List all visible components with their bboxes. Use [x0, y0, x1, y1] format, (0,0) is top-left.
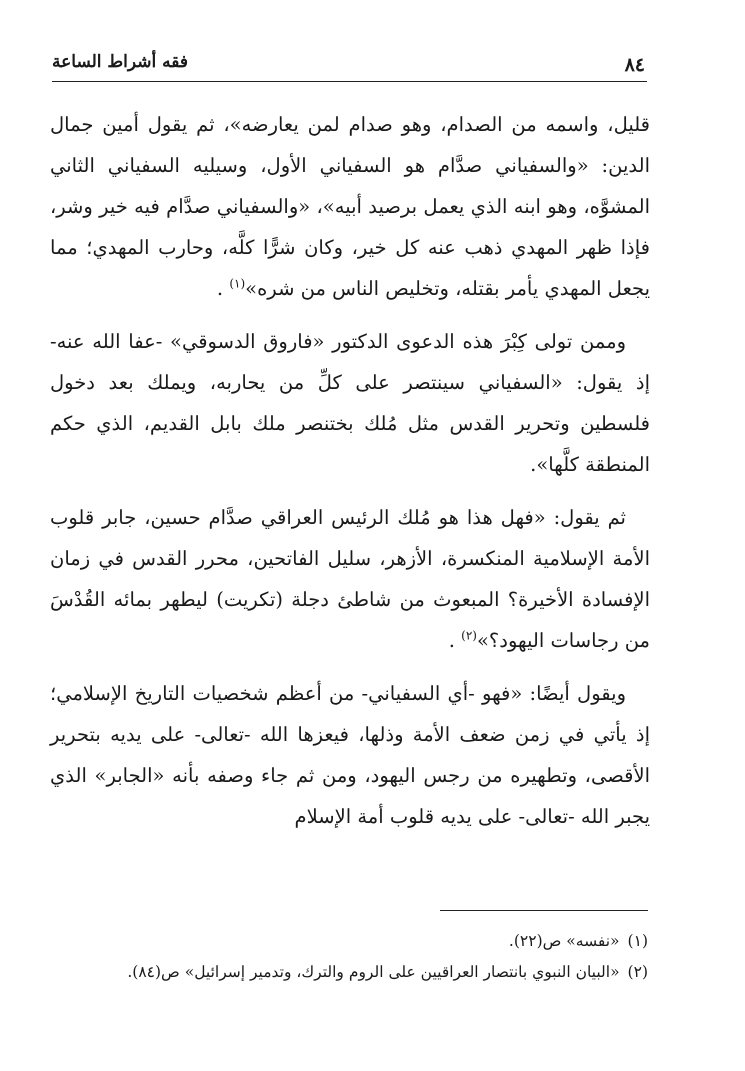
paragraph: ثم يقول: «فهل هذا هو مُلك الرئيس العراقي صدَّام حسين، جابر قلوب الأمة الإسلامية المنكسرة، الأزهر، سليل الفاتحين، محرر القدس في زمان الإفسادة الأخيرة؟ المبعوث من شاطئ دجلة (تكريت) ليطهر بمائه القُدْسَ من رجاسات اليهود؟»$^{(٢)}$ . — [50, 506, 650, 652]
paragraph-text: قليل، واسمه من الصدام، وهو صدام لمن يعارضه»، ثم يقول أمين جمال الدين: «والسفياني صدَّام هو السفياني الأول، وسيليه السفياني الثاني المشوَّه، وهو ابنه الذي يعمل برصيد أبيه»، «والسفياني صدَّام فيه خير وشر، فإذا ظهر المهدي ذهب عنه كل خير، وكان شرًّا كلَّه، وحارب المهدي؛ مما يجعل المهدي يأمر بقتله، وتخليص الناس من شره» — [50, 113, 650, 300]
footnotes — [40, 926, 648, 988]
paragraph: وممن تولى كِبْرَ هذه الدعوى الدكتور «فاروق الدسوقي» -عفا الله عنه- إذ يقول: «السفياني سينتصر على كلِّ من يحاربه، ويملك بعد دخول فلسطين وتحرير القدس مثل مُلك بختنصر ملك بابل القديم، الذي حكم المنطقة كلَّها». — [50, 330, 650, 476]
footnote-ref: (١) — [229, 276, 246, 291]
paragraph-text: ثم يقول: «فهل هذا هو مُلك الرئيس العراقي صدَّام حسين، جابر قلوب الأمة الإسلامية المنكسرة، الأزهر، سليل الفاتحين، محرر القدس في زمان الإفسادة الأخيرة؟ المبعوث من شاطئ دجلة (تكريت) ليطهر بمائه القُدْسَ من رجاسات اليهود؟» — [50, 506, 650, 652]
header-rule — [52, 81, 647, 82]
footnote-text: «نفسه» ص(٢٢). — [508, 932, 620, 950]
main-text — [50, 104, 650, 849]
footnote-text: «البيان النبوي بانتصار العراقيين على الروم والترك، وتدمير إسرائيل» ص(٨٤). — [127, 963, 620, 981]
paragraph: قليل، واسمه من الصدام، وهو صدام لمن يعارضه»، ثم يقول أمين جمال الدين: «والسفياني صدَّام هو السفياني الأول، وسيليه السفياني الثاني المشوَّه، وهو ابنه الذي يعمل برصيد أبيه»، «والسفياني صدَّام فيه خير وشر، فإذا ظهر المهدي ذهب عنه كل خير، وكان شرًّا كلَّه، وحارب المهدي؛ مما يجعل المهدي يأمر بقتله، وتخليص الناس من شره»$^{(١)}$ . — [50, 113, 650, 300]
footnote-ref: (٢) — [461, 628, 477, 643]
footnote-number: (٢) — [627, 963, 648, 981]
running-title: فقه أشراط الساعة — [52, 52, 188, 72]
paragraph: ويقول أيضًا: «فهو -أي السفياني- من أعظم شخصيات التاريخ الإسلامي؛ إذ يأتي في زمن ضعف الأمة وذلها، فيعزها الله -تعالى- على يديه بتحرير الأقصى، وتطهيره من رجس اليهود، ومن ثم جاء وصفه بأنه «الجابر» الذي يجبر الله -تعالى- على يديه قلوب أمة الإسلام — [50, 682, 650, 828]
footnote — [40, 926, 648, 957]
running-header — [52, 50, 647, 82]
footnote-separator — [440, 910, 648, 911]
footnote — [40, 957, 648, 988]
page-number: ٨٤ — [624, 54, 645, 76]
footnote-number: (١) — [627, 932, 648, 950]
